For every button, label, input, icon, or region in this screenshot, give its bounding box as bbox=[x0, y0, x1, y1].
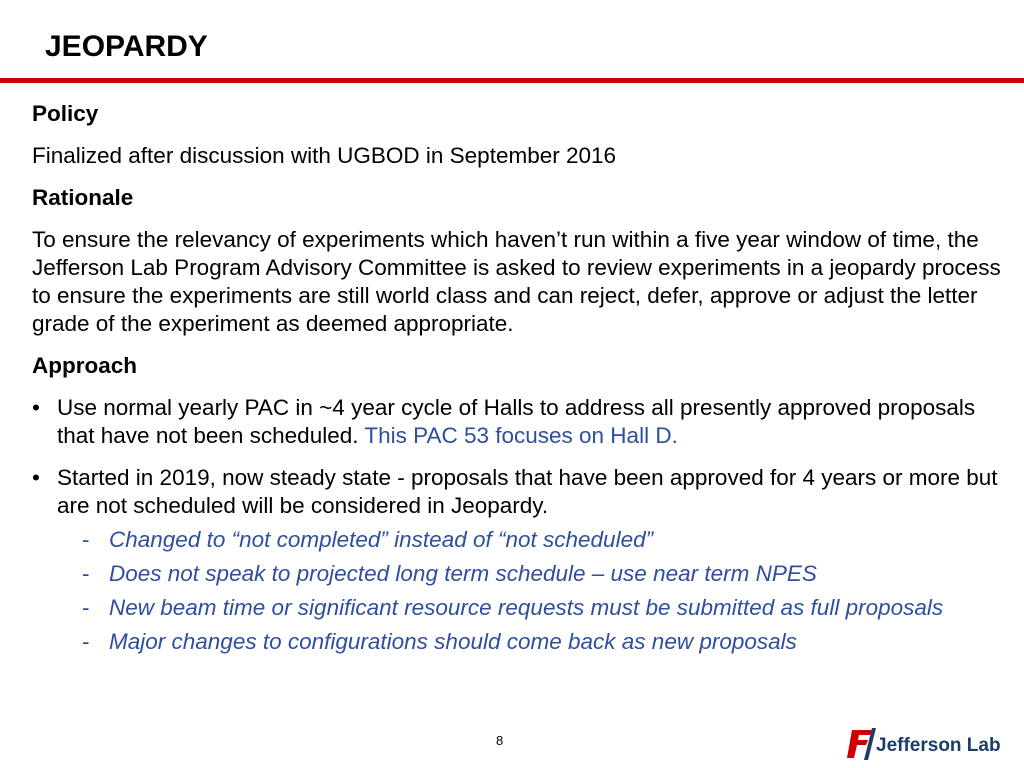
rationale-heading: Rationale bbox=[32, 185, 134, 210]
bullet-marker: • bbox=[32, 465, 40, 490]
approach-heading: Approach bbox=[32, 353, 138, 378]
sub-item-marker: - bbox=[82, 595, 90, 620]
sub-item bbox=[82, 594, 1007, 622]
policy-heading: Policy bbox=[32, 101, 99, 126]
sub-item-marker: - bbox=[82, 527, 90, 552]
approach-bullet bbox=[32, 394, 1007, 450]
sub-item bbox=[82, 526, 1007, 554]
bullet-marker: • bbox=[32, 395, 40, 420]
sub-item-text: Changed to “not completed” instead of “not scheduled” bbox=[109, 527, 654, 552]
bullet-body: Use normal yearly PAC in ~4 year cycle of Halls to address all presently approved proposals that have not been scheduled. bbox=[57, 395, 976, 448]
page-number: 8 bbox=[496, 733, 504, 748]
jefferson-lab-logo bbox=[846, 724, 1001, 764]
bullet-text bbox=[57, 394, 1007, 450]
slide-body bbox=[32, 100, 1007, 656]
sub-item-marker: - bbox=[82, 561, 90, 586]
sub-item bbox=[82, 628, 1007, 656]
rationale-text: To ensure the relevancy of experiments which haven’t run within a five year window of time, the Jefferson Lab Program Advisory Committee is asked to review experiments in a jeopardy process to ensure the experiments are still world class and can reject, defer, approve or adjust the letter grade of the experiment as deemed appropriate. bbox=[32, 227, 1001, 336]
slide-title: JEOPARDY bbox=[45, 30, 208, 63]
sub-item-text: Does not speak to projected long term schedule – use near term NPES bbox=[109, 561, 817, 586]
sub-item bbox=[82, 560, 1007, 588]
sub-item-marker: - bbox=[82, 629, 90, 654]
logo-text: Jefferson Lab bbox=[876, 735, 1001, 756]
bullet-highlight: This PAC 53 focuses on Hall D. bbox=[364, 423, 678, 448]
approach-bullet bbox=[32, 464, 1007, 520]
title-divider bbox=[0, 78, 1024, 83]
sub-item-text: New beam time or significant resource requests must be submitted as full proposals bbox=[109, 595, 944, 620]
sub-item-text: Major changes to configurations should come back as new proposals bbox=[109, 629, 797, 654]
bullet-text: Started in 2019, now steady state - proposals that have been approved for 4 years or more but are not scheduled will be considered in Jeopardy. bbox=[57, 465, 998, 518]
policy-text: Finalized after discussion with UGBOD in September 2016 bbox=[32, 143, 617, 168]
